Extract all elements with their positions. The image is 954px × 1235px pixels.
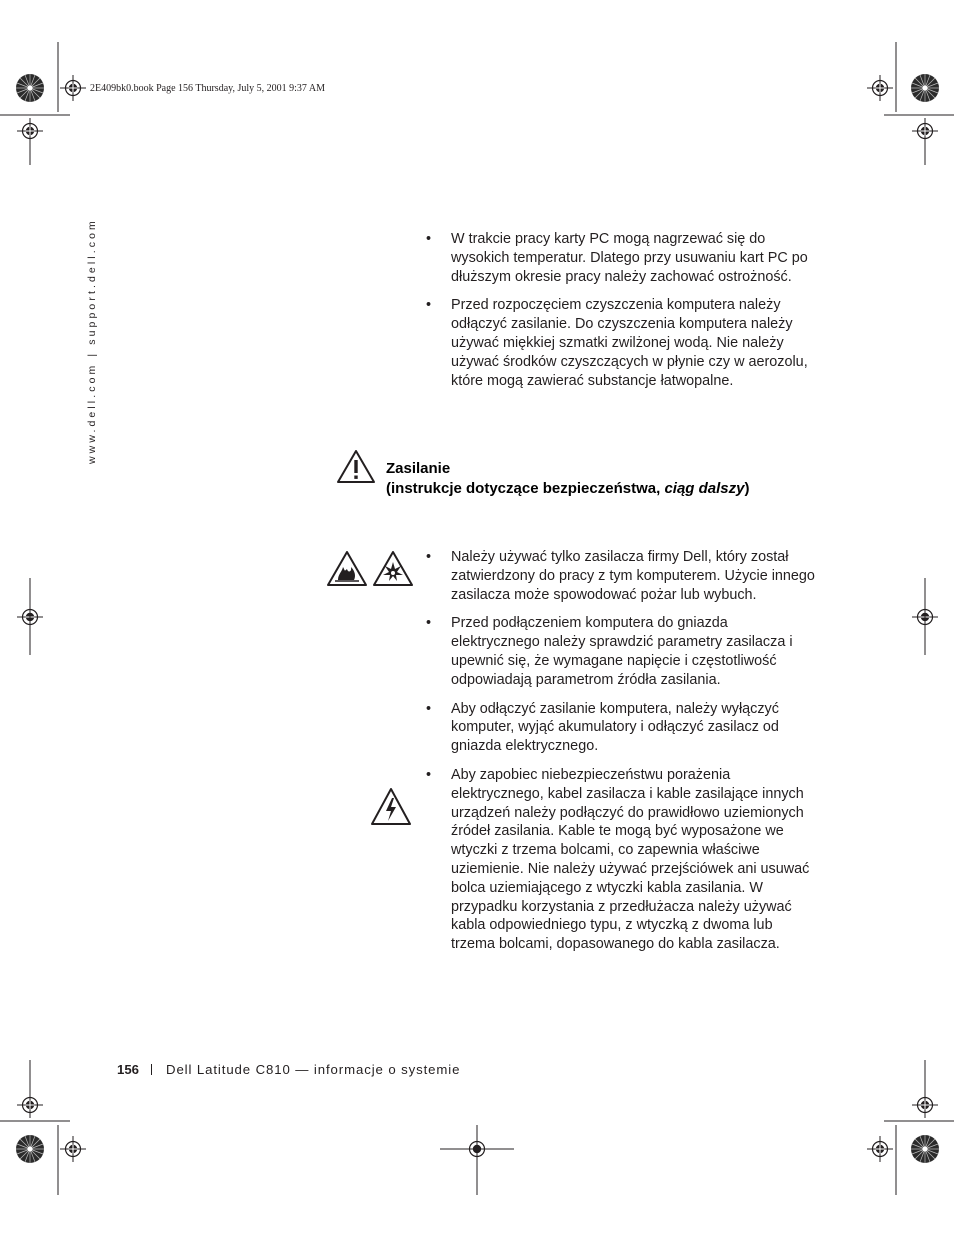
explosion-hazard-icon — [372, 550, 414, 588]
warning-title — [386, 459, 749, 499]
book-info-line: 2E409bk0.book Page 156 Thursday, July 5, 2001 9:37 AM — [90, 83, 325, 94]
warning-title-line2 — [386, 479, 749, 499]
page-footer — [117, 1062, 460, 1077]
footer-title: Dell Latitude C810 — informacje o systemie — [166, 1062, 461, 1077]
list-item: • Przed rozpoczęciem czyszczenia komputera należy odłączyć zasilanie. Do czyszczenia komputera należy używać miękkiej szmatki zwilżonej wodą. Nie należy używać środków czyszczących w płynie czy w aerozolu, które mogą zawierać substancje łatwopalne. — [426, 296, 816, 390]
registration-mark-icon — [867, 75, 893, 101]
registration-mark-icon — [911, 74, 939, 102]
electric-shock-icon — [370, 787, 412, 827]
list-item: • W trakcie pracy karty PC mogą nagrzewać się do wysokich temperatur. Dlatego przy usuwaniu kart PC po dłuższym okresie pracy należy zachować ostrożność. — [426, 230, 816, 286]
warning-title-prefix: (instrukcje dotyczące bezpieczeństwa, — [386, 480, 665, 497]
page-number: 156 — [117, 1062, 140, 1077]
list-item: • Należy używać tylko zasilacza firmy Dell, który został zatwierdzony do pracy z tym komputerem. Użycie innego zasilacza może spowodować pożar lub wybuch. — [426, 548, 816, 604]
registration-mark-icon — [60, 1136, 86, 1162]
side-url-text: www.dell.com | support.dell.com — [86, 218, 98, 464]
registration-mark-icon — [912, 1092, 938, 1118]
warning-triangle-icon — [336, 449, 376, 485]
list-item: • Aby odłączyć zasilanie komputera, należy wyłączyć komputer, wyjąć akumulatory i odłączyć zasilacz od gniazda elektrycznego. — [426, 700, 816, 756]
bullet-list-power — [426, 548, 816, 954]
warning-title-suffix: ) — [744, 480, 750, 497]
list-item: • Aby zapobiec niebezpieczeństwu porażenia elektrycznego, kabel zasilacza i kable zasilające innych urządzeń należy podłączyć do prawidłowo uziemionych źródeł zasilania. Kable te mogą być wyposażone we wtyczki z trzema bolcami, co zapewnia właściwe uziemienie. Nie należy używać przejściówek ani usuwać bolca uziemiającego z wtyczki kabla zasilania. W przypadku korzystania z przedłużacza należy używać kabla odpowiedniego typu, z wtyczką z dwoma lub trzema bolcami, dopasowanego do kabla zasilacza. — [426, 766, 816, 954]
warning-title-italic: ciąg dalszy — [664, 480, 745, 497]
registration-mark-icon — [60, 75, 86, 101]
registration-mark-icon — [16, 1135, 44, 1163]
warning-title-line1: Zasilanie — [386, 460, 451, 477]
fire-hazard-icon — [326, 550, 368, 588]
footer-separator — [151, 1064, 152, 1075]
list-item: • Przed podłączeniem komputera do gniazda elektrycznego należy sprawdzić parametry zasilacza i upewnić się, że wymagane napięcie i częstotliwość odpowiadają parametrom źródła zasilania. — [426, 614, 816, 689]
registration-mark-icon — [17, 1092, 43, 1118]
registration-mark-icon — [16, 74, 44, 102]
registration-mark-icon — [867, 1136, 893, 1162]
registration-mark-icon — [911, 1135, 939, 1163]
bullet-list-top — [426, 230, 816, 390]
